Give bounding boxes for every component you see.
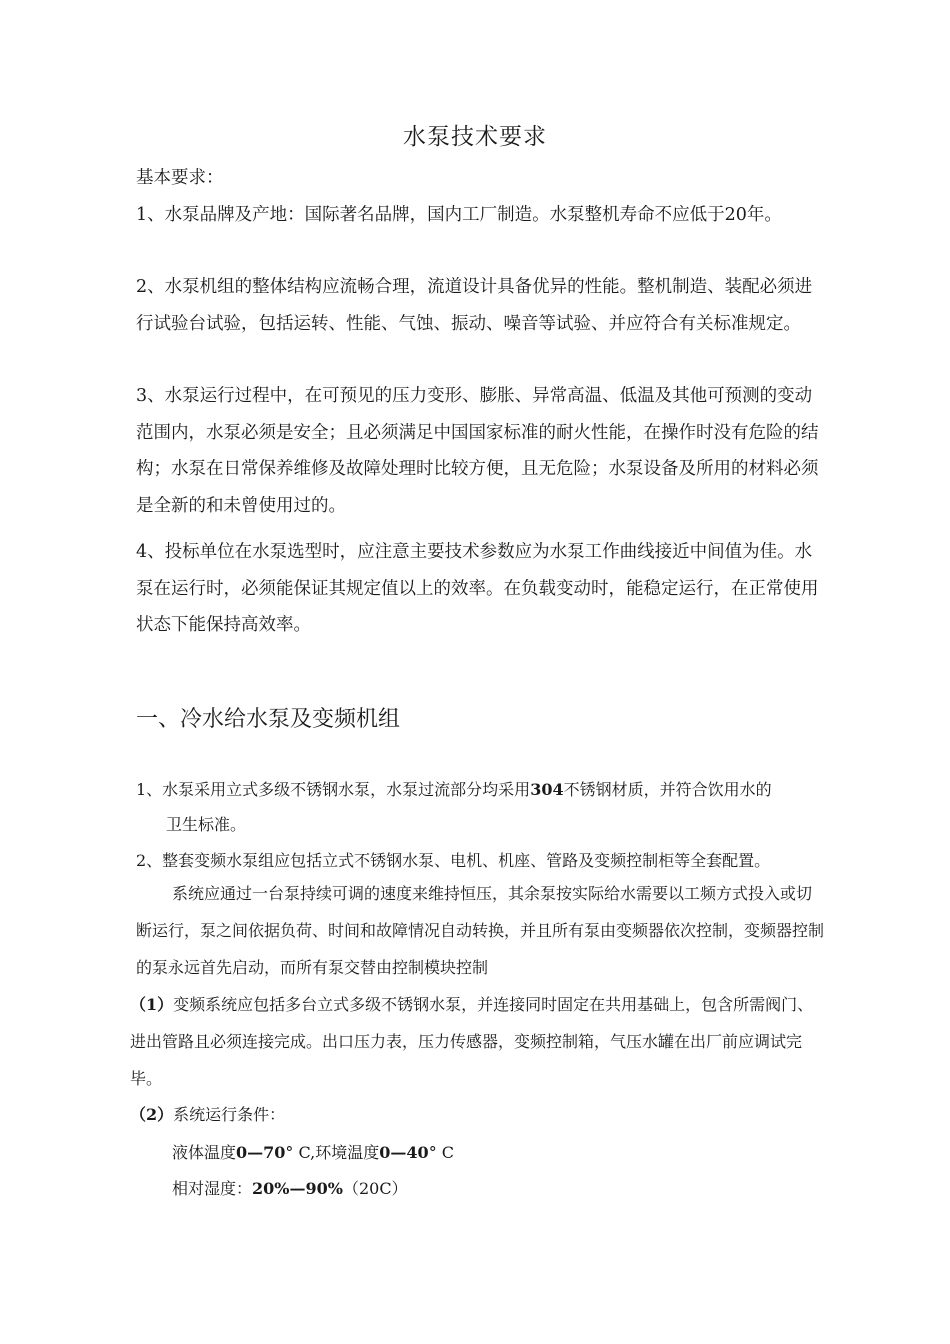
- section-item-2: 2、整套变频水泵组应包括立式不锈钢水泵、电机、机座、管路及变频控制柜等全套配置。: [136, 851, 771, 870]
- basic-item-2: 2、水泵机组的整体结构应流畅合理，流道设计具备优异的性能。整机制造、装配必须进行试验台试验，包括运转、性能、气蚀、振动、噪音等试验、并应符合有关标准规定。: [136, 277, 813, 334]
- humidity-condition: 相对湿度：20%—90%（20C）: [172, 1179, 408, 1198]
- sub-item-2: （2）系统运行条件：: [130, 1105, 286, 1124]
- basic-item-4: 4、投标单位在水泵选型时，应注意主要技术参数应为水泵工作曲线接近中间值为佳。水泵在运行时，必须能保证其规定值以上的效率。在负载变动时，能稳定运行，在正常使用状态下能保持高效率。: [136, 542, 819, 635]
- section-item-1: 1、水泵采用立式多级不锈钢水泵，水泵过流部分均采用304不锈钢材质，并符合饮用水的: [136, 780, 772, 799]
- system-description-paragraph: 系统应通过一台泵持续可调的速度来维持恒压，其余泵按实际给水需要以工频方式投入或切断运行，泵之间依据负荷、时间和故障情况自动转换，并且所有泵由变频器依次控制，变频器控制的泵永远首先启动，而所有泵交替由控制模块控制: [136, 884, 825, 977]
- section-item-1-continuation: 卫生标准。: [166, 815, 247, 834]
- temperature-condition: 液体温度0—70° C,环境温度0—40° C: [172, 1143, 455, 1162]
- basic-requirements-heading: 基本要求：: [136, 168, 224, 188]
- section-heading-cold-water-pump: 一、冷水给水泵及变频机组: [136, 707, 401, 732]
- sub-item-1: （1）变频系统应包括多台立式多级不锈钢水泵，并连接同时固定在共用基础上，包含所需阀门、进出管路且必须连接完成。出口压力表，压力传感器，变频控制箱，气压水罐在出厂前应调试完毕。: [130, 995, 814, 1088]
- document-title: 水泵技术要求: [403, 124, 547, 150]
- basic-item-3: 3、水泵运行过程中，在可预见的压力变形、膨胀、异常高温、低温及其他可预测的变动范围内，水泵必须是安全；且必须满足中国国家标准的耐火性能，在操作时没有危险的结构；水泵在日常保养维修及故障处理时比较方便，且无危险；水泵设备及所用的材料必须是全新的和未曾使用过的。: [136, 386, 819, 516]
- basic-item-1: 1、水泵品牌及产地：国际著名品牌，国内工厂制造。水泵整机寿命不应低于20年。: [136, 205, 782, 225]
